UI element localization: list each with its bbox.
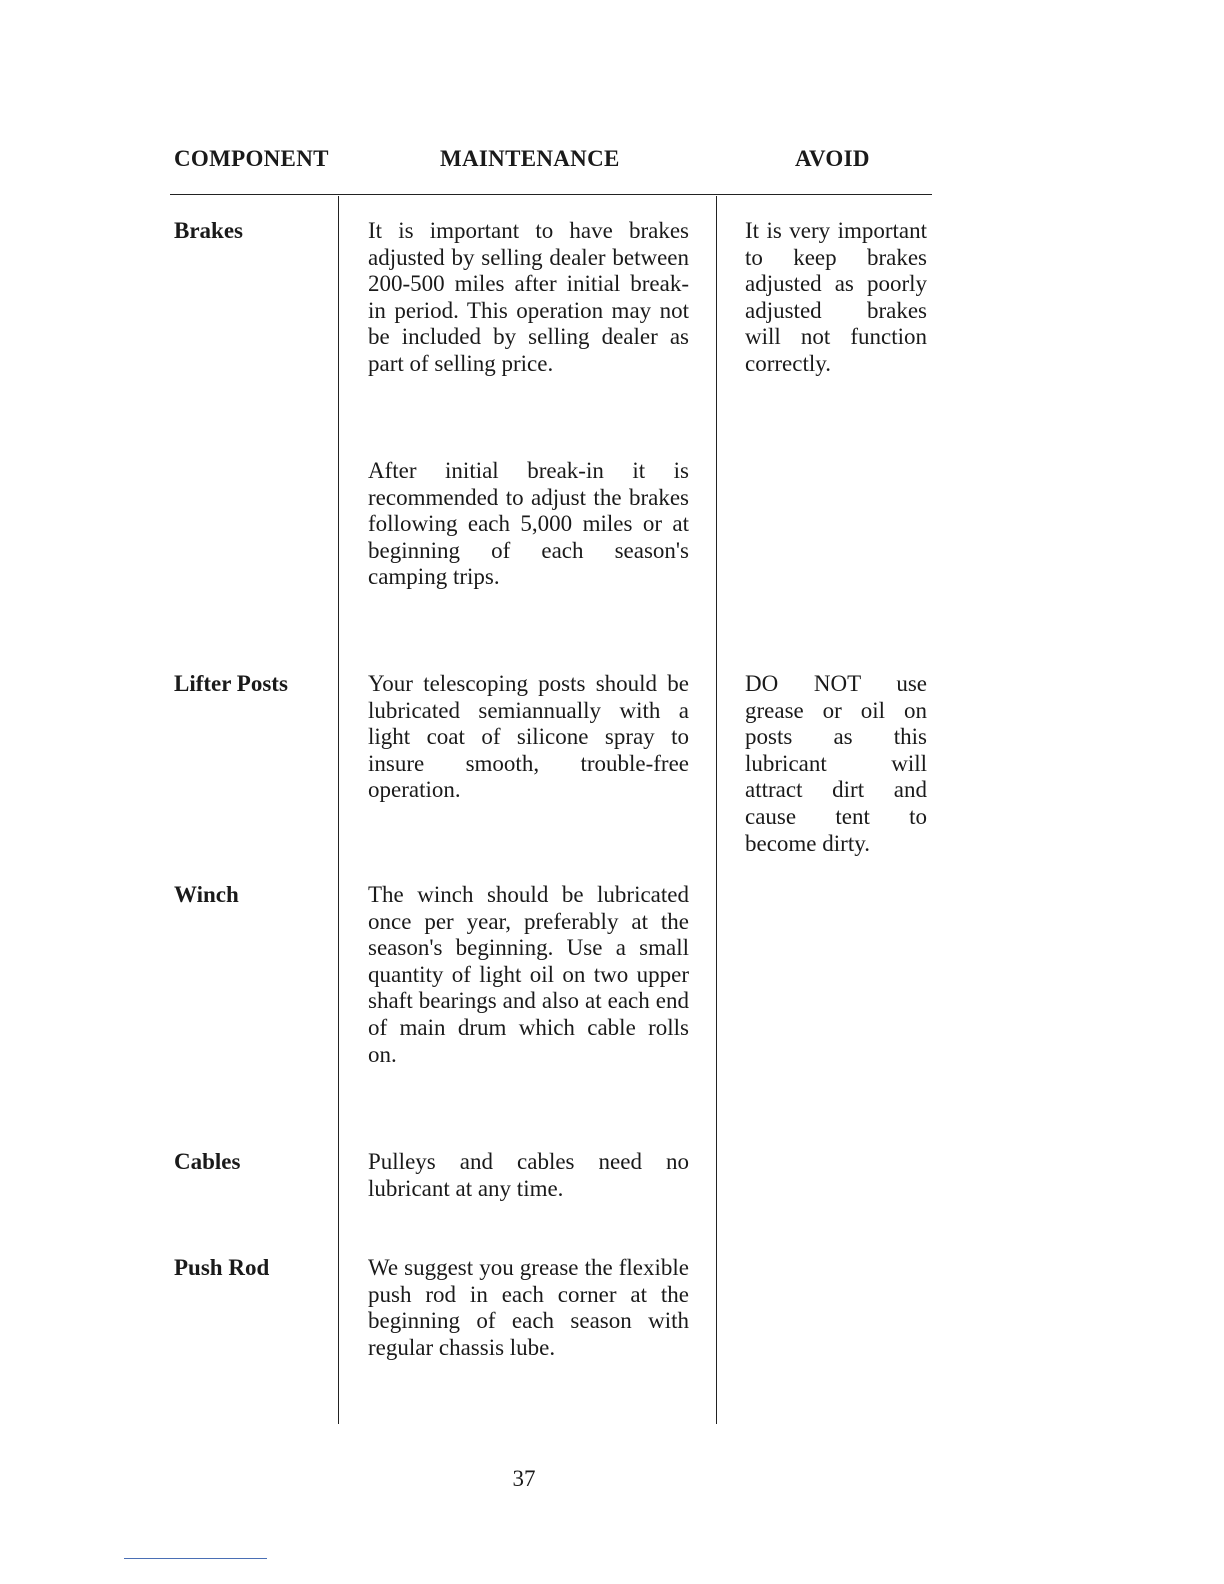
maintenance-lifter-posts: Your telescoping posts should be lubricated semiannually with a light coat of silicone spray to insure smooth, trouble-free operation. — [368, 671, 689, 803]
maintenance-cables: Pulleys and cables need no lubricant at any time. — [368, 1149, 689, 1201]
avoid-lifter-posts: DO NOT use grease or oil on posts as this lubricant will attract dirt and cause tent to become dirty. — [745, 671, 927, 856]
component-winch: Winch — [174, 882, 239, 907]
maintenance-brakes-para-1: It is important to have brakes adjusted by selling dealer between 200-500 miles after initial break-in period. This operation may not be included by selling dealer as part of selling price. — [368, 218, 689, 376]
component-brakes: Brakes — [174, 218, 243, 243]
header-maintenance: MAINTENANCE — [440, 146, 620, 171]
header-rule — [170, 194, 932, 195]
component-cables: Cables — [174, 1149, 241, 1174]
avoid-brakes: It is very important to keep brakes adjusted as poorly adjusted brakes will not function correctly. — [745, 218, 927, 376]
page-number: 37 — [512, 1466, 536, 1491]
column-divider-right — [716, 196, 717, 1424]
maintenance-winch: The winch should be lubricated once per year, preferably at the season's beginning. Use a small quantity of light oil on two upper shaft bearings and also at each end of main drum which cable rolls on. — [368, 882, 689, 1067]
footer-line — [124, 1558, 267, 1559]
column-divider-left — [338, 196, 339, 1424]
maintenance-push-rod: We suggest you grease the flexible push rod in each corner at the beginning of each season with regular chassis lube. — [368, 1255, 689, 1360]
header-avoid: AVOID — [795, 146, 870, 171]
header-component: COMPONENT — [174, 146, 329, 171]
maintenance-brakes-para-2: After initial break-in it is recommended to adjust the brakes following each 5,000 miles or at beginning of each season's camping trips. — [368, 458, 689, 590]
component-push-rod: Push Rod — [174, 1255, 270, 1280]
component-lifter-posts: Lifter Posts — [174, 671, 288, 696]
